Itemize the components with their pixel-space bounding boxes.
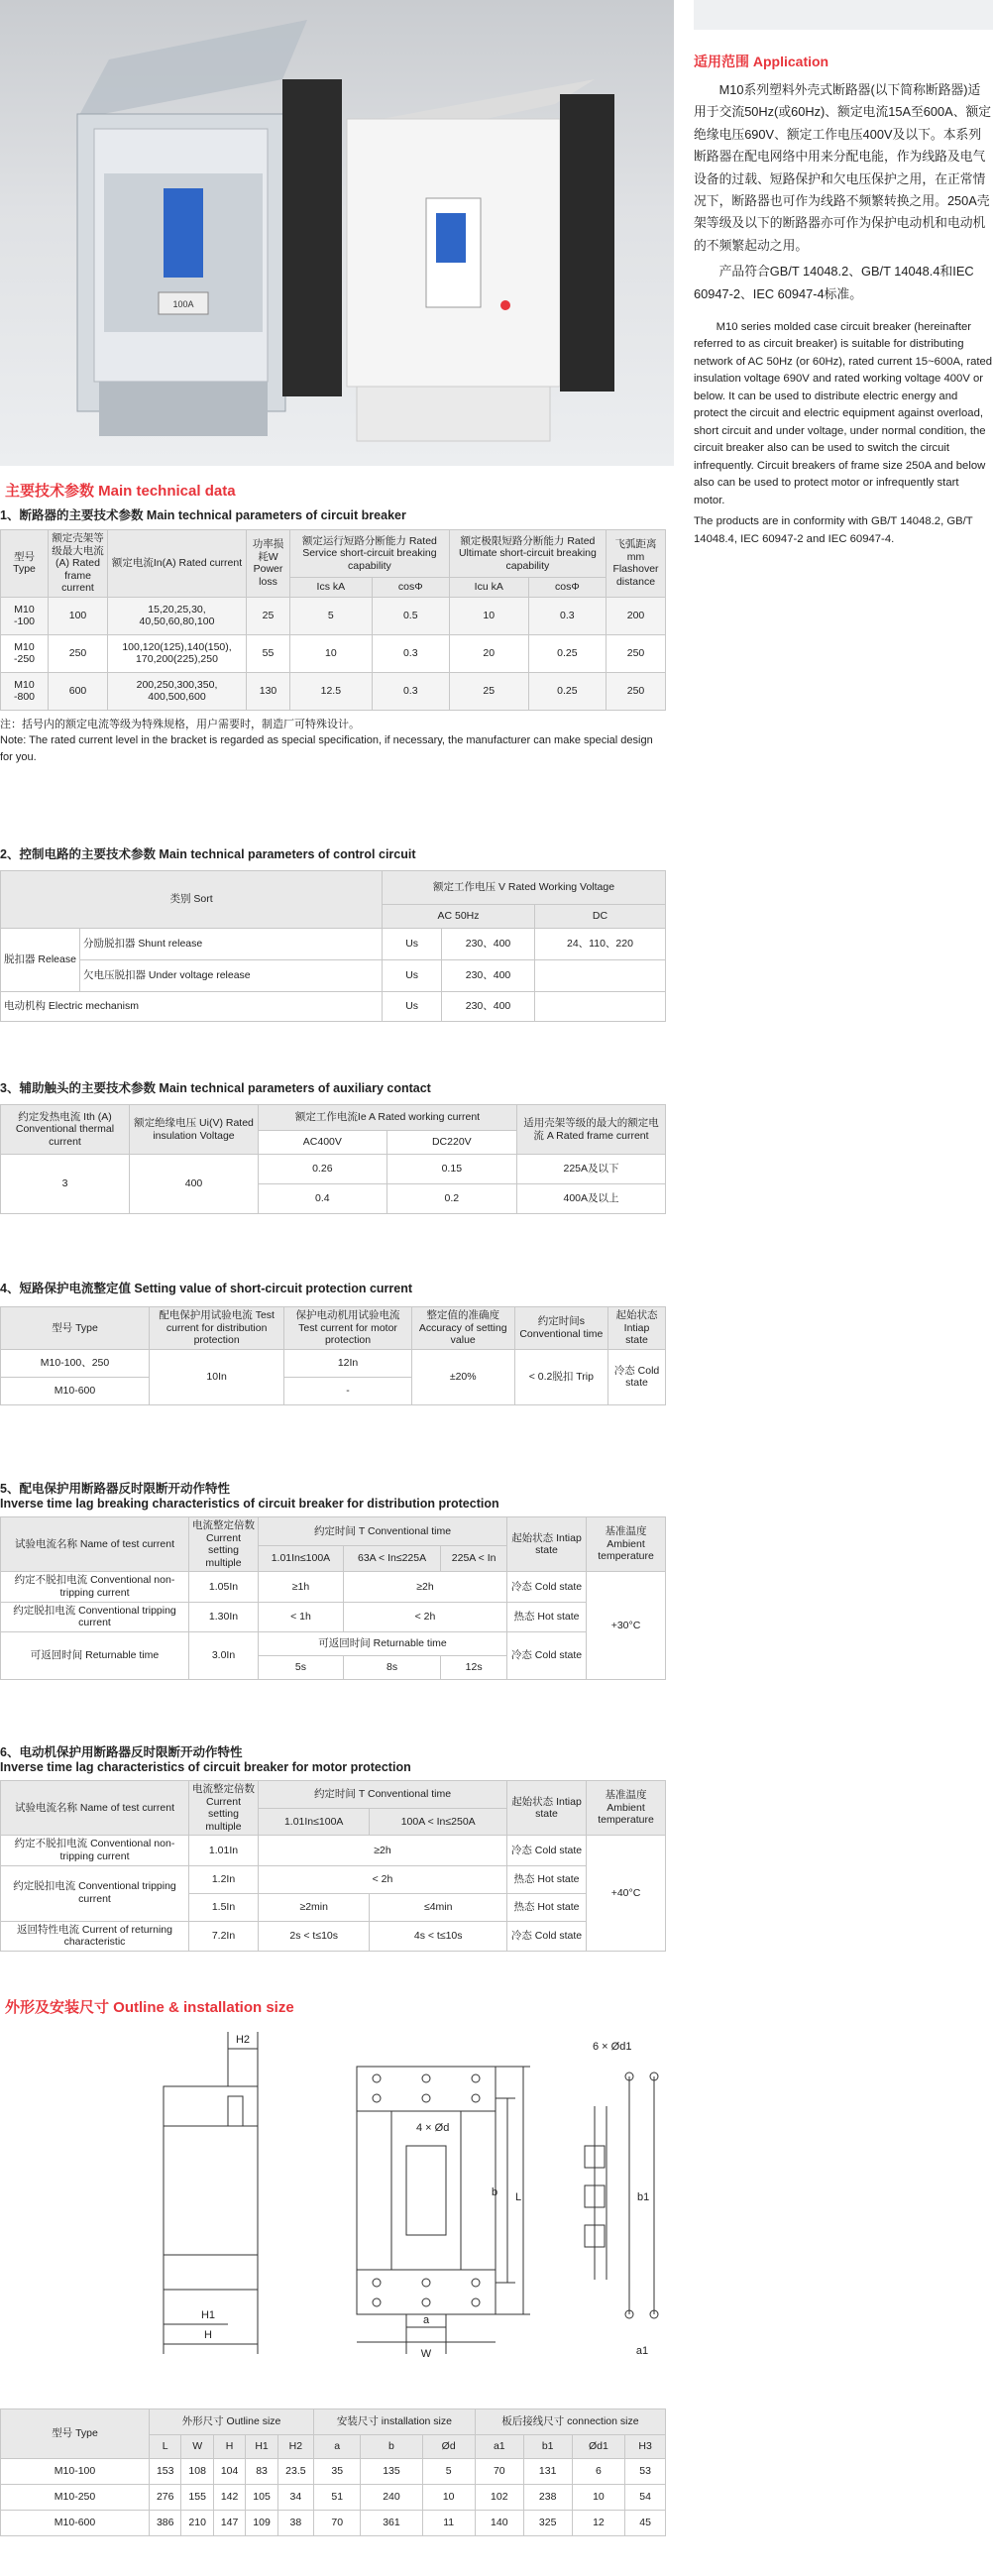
t1-h-cos1: cosΦ [372, 578, 449, 598]
table-cell: 55 [247, 634, 290, 672]
table-cell: 100,120(125),140(150), 170,200(225),250 [108, 634, 247, 672]
table-row [1, 992, 666, 1022]
table-cell: H3 [625, 2435, 666, 2459]
table-cell: +40°C [587, 1836, 666, 1951]
table-cell: Us [383, 992, 442, 1022]
table-cell: 0.26 [259, 1155, 387, 1184]
table-cell: 基准温度 Ambient temperature [587, 1517, 666, 1572]
table-cell: 约定时间 T Conventional time [259, 1517, 507, 1546]
table4 [0, 1306, 666, 1405]
table-row [1, 634, 666, 672]
table-cell: Us [383, 929, 442, 960]
table-row [1, 1155, 666, 1184]
table-cell: 约定不脱扣电流 Conventional non-tripping current [1, 1572, 189, 1602]
table-cell: M10 -800 [1, 672, 49, 710]
table-cell: 热态 Hot state [507, 1893, 587, 1921]
table-cell: 0.5 [372, 597, 449, 634]
table-cell: 10 [572, 2485, 625, 2511]
table-row [1, 2511, 666, 2536]
table-cell: 约定脱扣电流 Conventional tripping current [1, 1602, 189, 1631]
label-a1: a1 [635, 2345, 649, 2357]
table-cell: ≥2h [343, 1572, 506, 1602]
table-row [1, 597, 666, 634]
t1-h-service: 额定运行短路分断能力 Rated Service short-circuit breaking capability [290, 530, 450, 578]
table-cell: ±20% [411, 1349, 514, 1404]
table-cell: 1.01In≤100A [259, 1545, 344, 1572]
table6-title-en: Inverse time lag characteristics of circuit breaker for motor protection [0, 1760, 411, 1774]
table4-section [0, 1279, 666, 1405]
table-cell: AC400V [259, 1131, 387, 1155]
table-cell: 12.5 [290, 672, 373, 710]
table-cell: 1.01In≤100A [259, 1808, 370, 1836]
table-cell: ≤4min [370, 1893, 507, 1921]
table-cell: Ød1 [572, 2435, 625, 2459]
table-cell: 分励脱扣器 Shunt release [80, 929, 383, 960]
table-row [1, 1631, 666, 1655]
table-cell: 外形尺寸 Outline size [150, 2409, 314, 2435]
table-cell: 整定值的准确度 Accuracy of setting value [411, 1307, 514, 1350]
t1-h-rated: 额定电流In(A) Rated current [108, 530, 247, 598]
table-cell: 153 [150, 2459, 181, 2485]
table-cell: 0.25 [528, 672, 606, 710]
table-cell: 冷态 Cold state [507, 1836, 587, 1865]
table-cell: 325 [523, 2511, 572, 2536]
side-view-drawing [164, 2032, 258, 2354]
table-row [1, 1836, 666, 1865]
table-cell: 63A < In≤225A [343, 1545, 440, 1572]
table-cell: +30°C [587, 1572, 666, 1679]
table-cell: 38 [277, 2511, 313, 2536]
table-header-row [1, 530, 666, 578]
table-cell: H1 [246, 2435, 277, 2459]
table-cell: b [361, 2435, 422, 2459]
table-header-row [1, 1307, 666, 1350]
table-cell: 6 [572, 2459, 625, 2485]
table-cell: 约定发热电流 Ith (A) Conventional thermal current [1, 1105, 130, 1155]
table-cell: 240 [361, 2485, 422, 2511]
table-cell: 200 [607, 597, 666, 634]
table-cell: 225A < In [441, 1545, 507, 1572]
table-cell: 电流整定倍数 Current setting multiple [189, 1781, 259, 1836]
table-cell: 0.15 [386, 1155, 516, 1184]
application-en: M10 series molded case circuit breaker (hereinafter referred to as circuit breaker) is suitable for distributing network of AC 50Hz (or 60Hz), rated current 15~600A, rated insulation voltage 690V and rated working voltage 400V or below. It can be used to distribute electric energy and protect the circuit and electric equipment against overload, short circuit and under voltage, under normal condition, the circuit breaker also can be used to switch the circuit infrequently. Circuit breakers of frame size 250A and below also can be used to protect motor or infrequently start motor. [694, 320, 993, 506]
table4-title: 4、短路保护电流整定值 Setting value of short-circuit protection current [0, 1282, 413, 1295]
table-cell: ≥1h [259, 1572, 344, 1602]
table-cell: b1 [523, 2435, 572, 2459]
t1-h-ics: Ics kA [290, 578, 373, 598]
table-cell: 155 [181, 2485, 213, 2511]
table-cell: 70 [314, 2511, 361, 2536]
table-cell: 361 [361, 2511, 422, 2536]
table-cell: 11 [422, 2511, 475, 2536]
table-cell: 0.4 [259, 1184, 387, 1214]
table-cell: a1 [475, 2435, 523, 2459]
outline-table [0, 2408, 666, 2536]
table-row [1, 1602, 666, 1631]
table-row [1, 2485, 666, 2511]
label-L: L [515, 2191, 522, 2203]
table-cell: 230、400 [442, 960, 535, 992]
table-cell: 电动机构 Electric mechanism [1, 992, 383, 1022]
table-cell: 1.5In [189, 1893, 259, 1921]
table-cell: 板后接线尺寸 connection size [475, 2409, 665, 2435]
table-cell: ≥2h [259, 1836, 507, 1865]
table-cell: 热态 Hot state [507, 1865, 587, 1893]
table-cell: 104 [213, 2459, 245, 2485]
table-cell: < 1h [259, 1602, 344, 1631]
table-cell: 45 [625, 2511, 666, 2536]
table-row [1, 1921, 666, 1951]
table-cell: 0.25 [528, 634, 606, 672]
table-cell: 1.05In [189, 1572, 259, 1602]
table-cell: 0.3 [528, 597, 606, 634]
table-cell: 400 [130, 1155, 259, 1214]
table-cell: 12 [572, 2511, 625, 2536]
table-cell: 约定时间s Conventional time [514, 1307, 607, 1350]
table-cell: M10-100 [1, 2459, 150, 2485]
table-cell: 5 [422, 2459, 475, 2485]
table-cell: 51 [314, 2485, 361, 2511]
table-cell: 0.3 [372, 672, 449, 710]
table-cell: 约定不脱扣电流 Conventional non-tripping current [1, 1836, 189, 1865]
table-cell: 基准温度 Ambient temperature [587, 1781, 666, 1836]
table-cell: M10-600 [1, 2511, 150, 2536]
table-cell: 102 [475, 2485, 523, 2511]
t1-h-ultimate: 额定极限短路分断能力 Rated Ultimate short-circuit breaking capability [449, 530, 606, 578]
table-cell: 脱扣器 Release [1, 929, 80, 992]
table-cell: M10 -250 [1, 634, 49, 672]
table-cell: 135 [361, 2459, 422, 2485]
table-cell: 3.0In [189, 1631, 259, 1679]
table-cell: 54 [625, 2485, 666, 2511]
label-b1: b1 [637, 2191, 650, 2203]
table3-title: 3、辅助触头的主要技术参数 Main technical parameters of auxiliary contact [0, 1081, 431, 1095]
table-cell: 保护电动机用试验电流 Test current for motor protection [284, 1307, 411, 1350]
table-cell: 23.5 [277, 2459, 313, 2485]
table-cell: Ød [422, 2435, 475, 2459]
table-cell: 142 [213, 2485, 245, 2511]
table-cell: 0.2 [386, 1184, 516, 1214]
table-cell: 230、400 [442, 929, 535, 960]
table-cell: 冷态 Cold state [608, 1349, 666, 1404]
table-cell: 83 [246, 2459, 277, 2485]
table-row [1, 1349, 666, 1377]
table-cell: H [213, 2435, 245, 2459]
table-cell: 276 [150, 2485, 181, 2511]
table1-section [0, 505, 666, 765]
t1-h-cos2: cosΦ [528, 578, 606, 598]
table-cell: 冷态 Cold state [507, 1631, 587, 1679]
table-cell: 试验电流名称 Name of test current [1, 1781, 189, 1836]
t1-h-frame: 额定壳架等级最大电流(A) Rated frame current [49, 530, 108, 598]
table-cell: 冷态 Cold state [507, 1921, 587, 1951]
table2 [0, 870, 666, 1022]
table-cell: 3 [1, 1155, 130, 1214]
table-cell: 4s < t≤10s [370, 1921, 507, 1951]
label-4d: 4 × Ød [416, 2122, 450, 2134]
table-cell: 返回特性电流 Current of returning characteristic [1, 1921, 189, 1951]
table-cell: 额定工作电流Ie A Rated working current [259, 1105, 517, 1131]
table-cell: 0.3 [372, 634, 449, 672]
application-en-standard: The products are in conformity with GB/T 14048.2, GB/T 14048.4, IEC 60947-2 and IEC 60947-4. [694, 515, 973, 545]
table-cell: 15,20,25,30, 40,50,60,80,100 [108, 597, 247, 634]
table-cell: 100A < In≤250A [370, 1808, 507, 1836]
table-cell: 108 [181, 2459, 213, 2485]
label-W: W [420, 2348, 432, 2360]
table-cell: 230、400 [442, 992, 535, 1022]
table-cell: 109 [246, 2511, 277, 2536]
photo-label: 100A [172, 299, 194, 309]
table5-title-cn: 5、配电保护用断路器反时限断开动作特性 [0, 1482, 230, 1496]
table-cell: ≥2min [259, 1893, 370, 1921]
table-cell: 1.2In [189, 1865, 259, 1893]
table-header-row [1, 1781, 666, 1809]
table-cell: < 2h [343, 1602, 506, 1631]
table-header-row [1, 1517, 666, 1546]
rear-connection-drawing [585, 2041, 658, 2357]
table-cell: - [284, 1377, 411, 1404]
table-cell: 200,250,300,350, 400,500,600 [108, 672, 247, 710]
table-cell: L [150, 2435, 181, 2459]
table2-title: 2、控制电路的主要技术参数 Main technical parameters of control circuit [0, 847, 416, 861]
table5-section [0, 1479, 666, 1680]
table-cell: 1.30In [189, 1602, 259, 1631]
label-6d1: 6 × Ød1 [593, 2041, 632, 2053]
t2-h-voltage: 额定工作电压 V Rated Working Voltage [383, 871, 666, 905]
table-cell: 25 [247, 597, 290, 634]
table-cell: 225A及以下 [517, 1155, 666, 1184]
table-cell: 10 [449, 597, 528, 634]
t1-h-flash: 飞弧距离 mm Flashover distance [607, 530, 666, 598]
table-cell: 400A及以上 [517, 1184, 666, 1214]
table2-section [0, 844, 666, 1022]
table-cell: 安装尺寸 installation size [314, 2409, 476, 2435]
table-cell: 电流整定倍数 Current setting multiple [189, 1517, 259, 1572]
table-cell: 起始状态 Intiap state [608, 1307, 666, 1350]
table1 [0, 529, 666, 711]
table1-note-cn: 注：括号内的额定电流等级为特殊规格，用户需要时，制造厂可特殊设计。 [0, 718, 360, 730]
table-row [1, 2459, 666, 2485]
table-cell: < 2h [259, 1865, 507, 1893]
table-cell: 约定时间 T Conventional time [259, 1781, 507, 1809]
table-row [1, 960, 666, 992]
table-cell: 105 [246, 2485, 277, 2511]
main-heading: 主要技术参数 Main technical data [5, 483, 236, 500]
table-cell: 10 [290, 634, 373, 672]
table1-note-en: Note: The rated current level in the bracket is regarded as special specification, if necessary, the manufacturer can make special design for you. [0, 734, 653, 763]
table-cell: 冷态 Cold state [507, 1572, 587, 1602]
application-title: 适用范围 Application [694, 54, 829, 69]
table-cell: 25 [449, 672, 528, 710]
table-cell: DC220V [386, 1131, 516, 1155]
table-cell: 1.01In [189, 1836, 259, 1865]
t1-h-icu: Icu kA [449, 578, 528, 598]
table6-title-cn: 6、电动机保护用断路器反时限断开动作特性 [0, 1745, 243, 1759]
table-header-row [1, 1105, 666, 1131]
table-row [1, 929, 666, 960]
application-cn: M10系列塑料外壳式断路器(以下简称断路器)适用于交流50Hz(或60Hz)、额定电流15A至600A、额定绝缘电压690V、额定工作电压400V及以下。本系列断路器在配电网络中用来分配电能，作为线路及电气设备的过载、短路保护和欠电压保护之用，在正常情况下，断路器也可作为线路不频繁转换之用。250A壳架等级及以下的断路器亦可作为保护电动机和电动机的不频繁起动之用。 [694, 82, 992, 253]
label-H2: H2 [235, 2034, 251, 2046]
table-cell: 2s < t≤10s [259, 1921, 370, 1951]
product-photo [0, 0, 674, 466]
table-cell: 配电保护用试验电流 Test current for distribution protection [150, 1307, 284, 1350]
table-cell: 140 [475, 2511, 523, 2536]
table-cell: M10 -100 [1, 597, 49, 634]
front-view-drawing [357, 2067, 530, 2360]
table-cell: 34 [277, 2485, 313, 2511]
table-cell: 600 [49, 672, 108, 710]
table-cell: 53 [625, 2459, 666, 2485]
table-cell: 型号 Type [1, 1307, 150, 1350]
table-cell: 100 [49, 597, 108, 634]
table-cell: 130 [247, 672, 290, 710]
table5-title-en: Inverse time lag breaking characteristics of circuit breaker for distribution protection [0, 1497, 499, 1511]
table-row [1, 672, 666, 710]
table-cell: 24、110、220 [534, 929, 665, 960]
table-cell: 5 [290, 597, 373, 634]
table-cell: 147 [213, 2511, 245, 2536]
t2-h-dc: DC [534, 905, 665, 929]
header-band [694, 0, 993, 30]
table-cell: 起始状态 Intiap state [507, 1517, 587, 1572]
table-cell: Us [383, 960, 442, 992]
table-cell: M10-600 [1, 1377, 150, 1404]
table-cell: 250 [607, 634, 666, 672]
table-cell: 7.2In [189, 1921, 259, 1951]
table-cell: 250 [49, 634, 108, 672]
outline-table-section [0, 2408, 666, 2536]
application-section [694, 52, 993, 548]
table-cell: 型号 Type [1, 2409, 150, 2459]
outline-heading: 外形及安装尺寸 Outline & installation size [5, 1999, 294, 2016]
table-header-row [1, 871, 666, 905]
table-cell: 10 [422, 2485, 475, 2511]
table-cell: 8s [343, 1655, 440, 1679]
t1-h-power: 功率损耗W Power loss [247, 530, 290, 598]
table-cell: 试验电流名称 Name of test current [1, 1517, 189, 1572]
label-a: a [422, 2314, 430, 2326]
circuit-breaker-illustration [0, 0, 674, 466]
table-row [1, 1865, 666, 1893]
table-cell: 238 [523, 2485, 572, 2511]
table6 [0, 1780, 666, 1952]
table6-section [0, 1742, 666, 1952]
table-cell: 20 [449, 634, 528, 672]
table1-title: 1、断路器的主要技术参数 Main technical parameters of circuit breaker [0, 508, 406, 522]
table5 [0, 1516, 666, 1680]
table-cell: 约定脱扣电流 Conventional tripping current [1, 1865, 189, 1921]
application-cn-standard: 产品符合GB/T 14048.2、GB/T 14048.4和IEC 60947-2、IEC 60947-4标准。 [694, 264, 974, 301]
table-cell: 额定绝缘电压 Ui(V) Rated insulation Voltage [130, 1105, 259, 1155]
table-header-row [1, 2409, 666, 2435]
table-cell: 12s [441, 1655, 507, 1679]
table-cell: 35 [314, 2459, 361, 2485]
table-cell: 可返回时间 Returnable time [1, 1631, 189, 1679]
table3 [0, 1104, 666, 1214]
table-cell: 12In [284, 1349, 411, 1377]
table-cell: 可返回时间 Returnable time [259, 1631, 507, 1655]
table-cell: 131 [523, 2459, 572, 2485]
table-cell: a [314, 2435, 361, 2459]
table-cell: 10In [150, 1349, 284, 1404]
table-cell: W [181, 2435, 213, 2459]
table-cell: < 0.2脱扣 Trip [514, 1349, 607, 1404]
table3-section [0, 1078, 666, 1214]
outline-drawing [0, 2027, 674, 2364]
table-cell: 欠电压脱扣器 Under voltage release [80, 960, 383, 992]
table-cell: 热态 Hot state [507, 1602, 587, 1631]
label-b: b [492, 2186, 498, 2198]
table-cell: M10-100、250 [1, 1349, 150, 1377]
t2-h-ac: AC 50Hz [383, 905, 535, 929]
table-cell: 250 [607, 672, 666, 710]
t2-h-sort: 类别 Sort [1, 871, 383, 929]
table-cell: 386 [150, 2511, 181, 2536]
table-cell: 起始状态 Intiap state [507, 1781, 587, 1836]
table-cell: 210 [181, 2511, 213, 2536]
label-H1: H1 [200, 2309, 216, 2321]
table-cell: H2 [277, 2435, 313, 2459]
t1-h-type: 型号 Type [1, 530, 49, 598]
table-cell: 适用壳架等级的最大的额定电流 A Rated frame current [517, 1105, 666, 1155]
table-cell: 70 [475, 2459, 523, 2485]
table-cell: 5s [259, 1655, 344, 1679]
label-H: H [204, 2329, 212, 2341]
table-cell: M10-250 [1, 2485, 150, 2511]
table-row [1, 1572, 666, 1602]
